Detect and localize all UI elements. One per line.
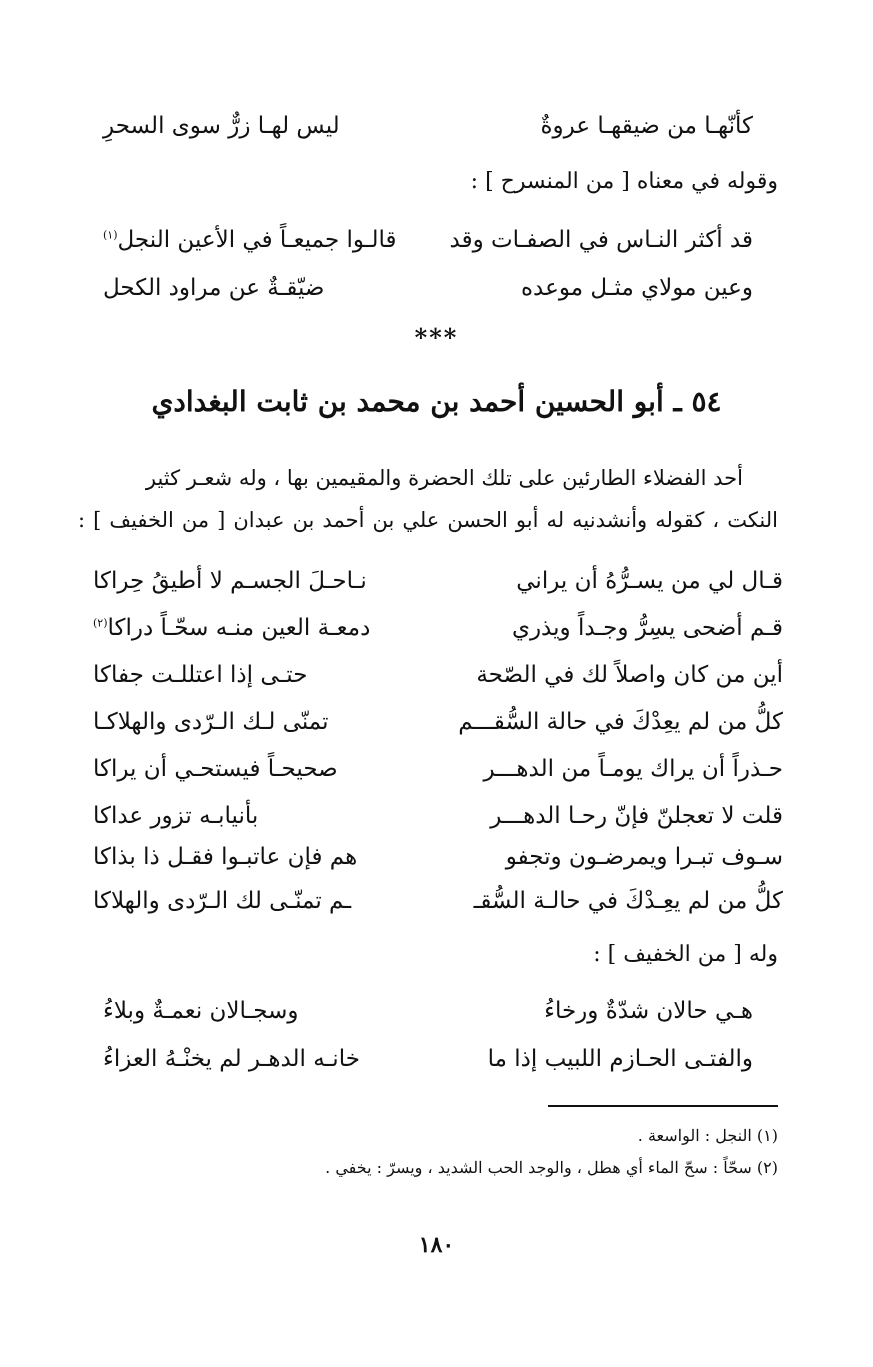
verse-line — [93, 608, 783, 648]
verse-first-hemistich: والفتـى الحـازم اللبيب إذا ما — [487, 1046, 753, 1072]
verse-second-hemistich: حتـى إذا اعتللـت جفاكا — [93, 662, 308, 688]
section-separator: *** — [414, 323, 459, 352]
verse-first-hemistich: حـذراً أن يراك يومـاً من الدهـــر — [483, 756, 783, 782]
footnote-divider — [548, 1105, 778, 1107]
verse-first-hemistich: وعين مولاي مثـل موعده — [521, 275, 753, 301]
footnote-marker: (١) — [103, 228, 118, 242]
verse-line — [103, 268, 753, 308]
verse-line — [93, 561, 783, 601]
verse-first-hemistich: هـي حالان شدّةٌ ورخاءُ — [544, 998, 753, 1024]
verse-first-hemistich: قـال لي من يسـرُّهُ أن يراني — [516, 568, 783, 594]
verse-second-hemistich: تمنّى لـك الـرّدى والهلاكـا — [93, 709, 329, 735]
verse-first-hemistich: سـوف تبـرا ويمرضـون وتجفو — [505, 844, 783, 870]
verse-line — [93, 881, 783, 921]
verse-first-hemistich: أين من كان واصلاً لك في الصّحة — [476, 662, 783, 688]
verse-intro: وقوله في معناه [ من المنسرح ] : — [470, 169, 778, 194]
verse-line — [103, 991, 753, 1031]
verse-line — [93, 837, 783, 877]
verse-line — [93, 796, 783, 836]
verse-second-hemistich: ـم تمنّـى لك الـرّدى والهلاكا — [93, 888, 352, 914]
verse-line — [103, 106, 753, 146]
verse-first-hemistich: كلُّ من لم يعِدْكَ في حالة السُّقـــم — [458, 709, 783, 735]
verse-second-hemistich: ليس لهـا زرٌّ سوى السحرِ — [103, 113, 340, 139]
verse-intro: وله [ من الخفيف ] : — [593, 942, 778, 967]
paragraph-line: النكت ، كقوله وأنشدنيه له أبو الحسن علي بن أحمد بن عبدان [ من الخفيف ] : — [78, 508, 778, 532]
verse-second-hemistich: قالـوا جميعـاً في الأعين النجل$^{(١)}$ — [103, 227, 397, 253]
verse-second-hemistich: بأنيابـه تزور عداكا — [93, 803, 259, 829]
section-heading: ٥٤ ـ أبو الحسين أحمد بن محمد بن ثابت البغدادي — [151, 385, 722, 418]
verse-first-hemistich: قلت لا تعجلنّ فإنّ رحـا الدهـــر — [490, 803, 783, 829]
verse-first-hemistich: كأنّهـا من ضيقهـا عروةٌ — [540, 113, 753, 139]
verse-second-hemistich: دمعـة العين منـه سحّـاً دراكا$^{(٢)}$ — [93, 615, 371, 641]
verse-second-hemistich: نـاحـلَ الجسـم لا أطيقُ حِراكا — [93, 568, 367, 594]
verse-line — [103, 1039, 753, 1079]
paragraph-line: أحد الفضلاء الطارئين على تلك الحضرة والمقيمين بها ، وله شعـر كثير — [145, 466, 743, 490]
verse-first-hemistich: قد أكثر النـاس في الصفـات وقد — [449, 227, 753, 253]
verse-first-hemistich: كلُّ من لم يعِـدْكَ في حالـة السُّقـ — [473, 888, 783, 914]
verse-line — [93, 702, 783, 742]
verse-line — [103, 220, 753, 260]
verse-second-hemistich: ضيّقـةٌ عن مراود الكحل — [103, 275, 325, 301]
verse-second-hemistich: صحيحـاً فيستحـي أن يراكا — [93, 756, 338, 782]
verse-line — [93, 749, 783, 789]
verse-second-hemistich: خانـه الدهـر لم يخنْـهُ العزاءُ — [103, 1046, 360, 1072]
footnote-marker: (٢) — [93, 616, 108, 630]
verse-second-hemistich: وسجـالان نعمـةٌ وبلاءُ — [103, 998, 299, 1024]
footnote: (٢) سحّاً : سحّ الماء أي هطل ، والوجد الحب الشديد ، ويسرّ : يخفي . — [325, 1158, 778, 1177]
footnote: (١) النجل : الواسعة . — [637, 1126, 778, 1145]
verse-first-hemistich: قـم أضحى يسِرُّ وجـداً ويذري — [511, 615, 783, 641]
verse-line — [93, 655, 783, 695]
verse-second-hemistich: هم فإن عاتبـوا فقـل ذا بذاكا — [93, 844, 358, 870]
page-number: ١٨٠ — [418, 1232, 455, 1258]
